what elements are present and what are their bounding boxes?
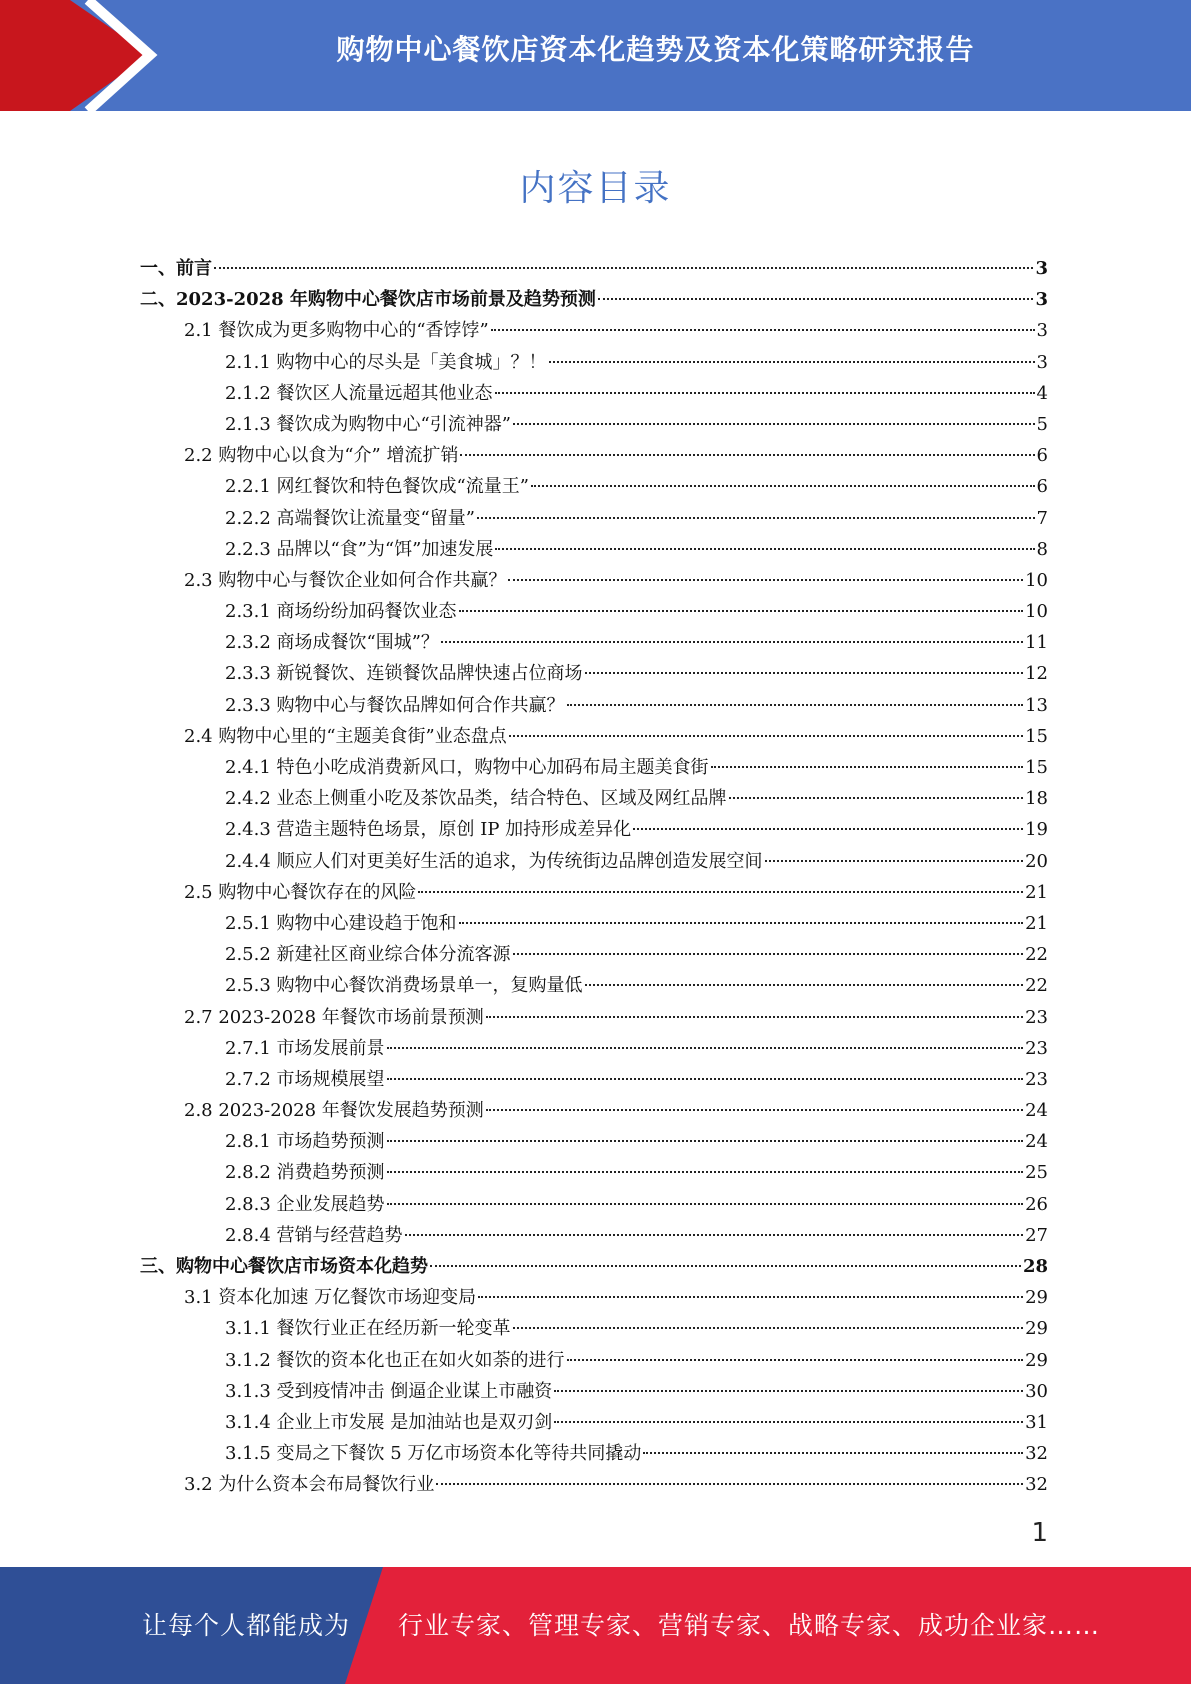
toc-entry-page: 8 bbox=[1036, 538, 1048, 560]
toc-entry[interactable] bbox=[140, 658, 1048, 689]
toc-entry-page: 31 bbox=[1025, 1411, 1048, 1433]
toc-entry[interactable] bbox=[140, 1220, 1048, 1251]
toc-entry[interactable] bbox=[140, 970, 1048, 1001]
toc-entry-label: 2.1.2 餐饮区人流量远超其他业态 bbox=[225, 382, 493, 404]
toc-entry[interactable] bbox=[140, 596, 1048, 627]
toc-entry-label: 2.5.3 购物中心餐饮消费场景单一，复购量低 bbox=[225, 975, 583, 997]
toc-entry[interactable] bbox=[140, 908, 1048, 939]
toc-entry[interactable] bbox=[140, 409, 1048, 440]
toc-entry-label: 2.4.4 顺应人们对更美好生活的追求，为传统街边品牌创造发展空间 bbox=[225, 850, 763, 872]
dot-leader bbox=[491, 329, 1035, 331]
toc-entry-page: 24 bbox=[1025, 1100, 1048, 1122]
toc-entry-page: 29 bbox=[1025, 1318, 1048, 1340]
dot-leader bbox=[430, 1265, 1021, 1267]
toc-entry-page: 10 bbox=[1025, 601, 1048, 623]
toc-entry[interactable] bbox=[140, 1095, 1048, 1126]
toc-entry[interactable] bbox=[140, 253, 1048, 284]
toc-entry-page: 22 bbox=[1025, 975, 1048, 997]
toc-entry[interactable] bbox=[140, 378, 1048, 409]
dot-leader bbox=[567, 1359, 1024, 1361]
dot-leader bbox=[509, 735, 1023, 737]
toc-entry[interactable] bbox=[140, 1313, 1048, 1344]
dot-leader bbox=[460, 454, 1034, 456]
toc-entry-page: 29 bbox=[1025, 1349, 1048, 1371]
toc-entry-page: 25 bbox=[1025, 1162, 1048, 1184]
footer-slogan-left: 让每个人都能成为 bbox=[142, 1611, 351, 1640]
dot-leader bbox=[633, 828, 1023, 830]
toc-entry[interactable] bbox=[140, 1157, 1048, 1188]
dot-leader bbox=[436, 1483, 1023, 1485]
toc-entry-label: 2.3 购物中心与餐饮企业如何合作共赢？ bbox=[184, 569, 507, 591]
toc-entry-label: 2.3.2 商场成餐饮“围城”？ bbox=[225, 632, 439, 654]
table-of-contents bbox=[140, 253, 1048, 1501]
toc-entry[interactable] bbox=[140, 1469, 1048, 1500]
dot-leader bbox=[585, 672, 1024, 674]
toc-entry-label: 3.2 为什么资本会布局餐饮行业 bbox=[184, 1474, 435, 1496]
toc-entry[interactable] bbox=[140, 1282, 1048, 1313]
toc-entry-page: 32 bbox=[1025, 1443, 1048, 1465]
footer-slogan-right: 行业专家、管理专家、营销专家、战略专家、成功企业家…… bbox=[398, 1611, 1101, 1640]
toc-entry[interactable] bbox=[140, 783, 1048, 814]
toc-entry-page: 11 bbox=[1025, 632, 1048, 654]
toc-entry[interactable] bbox=[140, 1126, 1048, 1157]
toc-entry-page: 15 bbox=[1025, 725, 1048, 747]
toc-entry[interactable] bbox=[140, 721, 1048, 752]
toc-entry[interactable] bbox=[140, 1407, 1048, 1438]
toc-entry[interactable] bbox=[140, 503, 1048, 534]
toc-entry-label: 2.8.1 市场趋势预测 bbox=[225, 1131, 385, 1153]
toc-entry-label: 2.5.1 购物中心建设趋于饱和 bbox=[225, 912, 457, 934]
toc-entry-label: 2.3.3 购物中心与餐饮品牌如何合作共赢？ bbox=[225, 694, 565, 716]
toc-entry-label: 3.1.3 受到疫情冲击 倒逼企业谋上市融资 bbox=[225, 1380, 553, 1402]
toc-entry[interactable] bbox=[140, 877, 1048, 908]
toc-entry-label: 2.5.2 新建社区商业综合体分流客源 bbox=[225, 944, 511, 966]
dot-leader bbox=[387, 1203, 1024, 1205]
toc-entry-label: 3.1.5 变局之下餐饮 5 万亿市场资本化等待共同撬动 bbox=[225, 1443, 642, 1465]
toc-entry-page: 20 bbox=[1025, 850, 1048, 872]
dot-leader bbox=[513, 953, 1024, 955]
dot-leader bbox=[765, 860, 1024, 862]
toc-entry-page: 3 bbox=[1035, 289, 1048, 311]
toc-entry[interactable] bbox=[140, 1002, 1048, 1033]
toc-entry-label: 2.4.1 特色小吃成消费新风口，购物中心加码布局主题美食街 bbox=[225, 757, 709, 778]
toc-entry-page: 21 bbox=[1025, 912, 1048, 934]
dot-leader bbox=[477, 517, 1035, 519]
toc-entry[interactable] bbox=[140, 627, 1048, 658]
toc-entry-page: 27 bbox=[1025, 1224, 1048, 1246]
dot-leader bbox=[478, 1296, 1023, 1298]
dot-leader bbox=[486, 1109, 1023, 1111]
dot-leader bbox=[513, 423, 1035, 425]
dot-leader bbox=[387, 1171, 1024, 1173]
dot-leader bbox=[387, 1047, 1024, 1049]
dot-leader bbox=[567, 704, 1024, 706]
dot-leader bbox=[513, 1327, 1024, 1329]
toc-entry-label: 2.3.1 商场纷纷加码餐饮业态 bbox=[225, 601, 457, 623]
toc-entry-page: 18 bbox=[1025, 788, 1048, 810]
toc-entry[interactable] bbox=[140, 1376, 1048, 1407]
toc-entry-page: 10 bbox=[1025, 569, 1048, 591]
toc-entry-page: 23 bbox=[1025, 1068, 1048, 1090]
toc-entry[interactable] bbox=[140, 1345, 1048, 1376]
toc-entry[interactable] bbox=[140, 1033, 1048, 1064]
toc-entry-label: 2.2 购物中心以食为“介” 增流扩销 bbox=[184, 445, 459, 467]
toc-entry-label: 2.1.3 餐饮成为购物中心“引流神器” bbox=[225, 413, 511, 435]
toc-entry[interactable] bbox=[140, 471, 1048, 502]
toc-entry-page: 23 bbox=[1025, 1037, 1048, 1059]
dot-leader bbox=[387, 1140, 1024, 1142]
dot-leader bbox=[387, 1078, 1024, 1080]
toc-entry-page: 22 bbox=[1025, 944, 1048, 966]
toc-entry-label: 2.2.3 品牌以“食”为“饵”加速发展 bbox=[225, 538, 494, 560]
toc-entry[interactable] bbox=[140, 1438, 1048, 1469]
toc-entry-page: 6 bbox=[1036, 476, 1048, 498]
toc-entry-label: 2.7.1 市场发展前景 bbox=[225, 1037, 385, 1059]
dot-leader bbox=[495, 548, 1034, 550]
dot-leader bbox=[711, 766, 1024, 768]
toc-entry-label: 2.8.2 消费趋势预测 bbox=[225, 1162, 385, 1184]
page-number: 1 bbox=[1031, 1518, 1048, 1548]
toc-heading: 内容目录 bbox=[519, 168, 672, 209]
dot-leader bbox=[549, 361, 1035, 363]
toc-entry-label: 3.1.1 餐饮行业正在经历新一轮变革 bbox=[225, 1318, 511, 1340]
toc-entry-label: 2.1.1 购物中心的尽头是「美食城」？！ bbox=[225, 351, 547, 373]
report-title: 购物中心餐饮店资本化趋势及资本化策略研究报告 bbox=[336, 33, 975, 66]
toc-entry[interactable] bbox=[140, 752, 1048, 783]
toc-entry-label: 2.2.1 网红餐饮和特色餐饮成“流量王” bbox=[225, 476, 529, 498]
toc-entry-page: 30 bbox=[1025, 1380, 1048, 1402]
dot-leader bbox=[643, 1452, 1023, 1454]
toc-entry-label: 2.2.2 高端餐饮让流量变“留量” bbox=[225, 507, 475, 529]
toc-entry-label: 2.1 餐饮成为更多购物中心的“香饽饽” bbox=[184, 320, 489, 342]
toc-entry[interactable] bbox=[140, 315, 1048, 346]
toc-entry-page: 21 bbox=[1025, 881, 1048, 903]
dot-leader bbox=[531, 485, 1035, 487]
dot-leader bbox=[495, 392, 1035, 394]
toc-entry-page: 3 bbox=[1035, 258, 1048, 279]
footer-band bbox=[0, 1567, 1191, 1684]
dot-leader bbox=[405, 1234, 1024, 1236]
toc-entry-page: 29 bbox=[1025, 1287, 1048, 1309]
toc-entry-label: 二、2023-2028 年购物中心餐饮店市场前景及趋势预测 bbox=[140, 289, 596, 311]
red-arrow-decoration bbox=[0, 0, 160, 111]
toc-entry[interactable] bbox=[140, 846, 1048, 877]
dot-leader bbox=[508, 579, 1023, 581]
toc-entry-page: 4 bbox=[1036, 382, 1048, 404]
toc-entry-page: 5 bbox=[1036, 413, 1048, 435]
toc-entry-label: 2.5 购物中心餐饮存在的风险 bbox=[184, 881, 417, 903]
dot-leader bbox=[441, 641, 1023, 643]
toc-entry-page: 3 bbox=[1036, 320, 1048, 342]
dot-leader bbox=[554, 1421, 1023, 1423]
toc-entry[interactable] bbox=[140, 690, 1048, 721]
toc-entry-page: 24 bbox=[1025, 1131, 1048, 1153]
toc-entry-page: 26 bbox=[1025, 1193, 1048, 1215]
toc-entry-page: 19 bbox=[1025, 819, 1048, 841]
toc-entry-label: 2.3.3 新锐餐饮、连锁餐饮品牌快速占位商场 bbox=[225, 663, 583, 685]
toc-entry-label: 一、前言 bbox=[140, 258, 212, 279]
toc-entry[interactable] bbox=[140, 1064, 1048, 1095]
dot-leader bbox=[214, 267, 1033, 269]
toc-entry[interactable] bbox=[140, 440, 1048, 471]
toc-entry-label: 2.8.3 企业发展趋势 bbox=[225, 1193, 385, 1215]
dot-leader bbox=[585, 984, 1024, 986]
dot-leader bbox=[486, 1016, 1023, 1018]
toc-entry-page: 32 bbox=[1025, 1474, 1048, 1496]
toc-entry-label: 3.1 资本化加速 万亿餐饮市场迎变局 bbox=[184, 1287, 477, 1309]
toc-entry-label: 2.4.3 营造主题特色场景，原创 IP 加持形成差异化 bbox=[225, 819, 632, 841]
toc-entry[interactable] bbox=[140, 814, 1048, 845]
dot-leader bbox=[459, 610, 1024, 612]
toc-entry-label: 2.4 购物中心里的“主题美食街”业态盘点 bbox=[184, 725, 507, 747]
dot-leader bbox=[418, 891, 1023, 893]
toc-entry-label: 2.4.2 业态上侧重小吃及茶饮品类，结合特色、区域及网红品牌 bbox=[225, 788, 727, 810]
toc-entry-label: 2.7 2023-2028 年餐饮市场前景预测 bbox=[184, 1006, 484, 1028]
toc-entry-page: 15 bbox=[1025, 757, 1048, 778]
toc-entry-label: 3.1.2 餐饮的资本化也正在如火如荼的进行 bbox=[225, 1349, 565, 1371]
toc-entry-label: 2.7.2 市场规模展望 bbox=[225, 1068, 385, 1090]
dot-leader bbox=[459, 922, 1024, 924]
dot-leader bbox=[598, 298, 1034, 300]
toc-entry-label: 三、购物中心餐饮店市场资本化趋势 bbox=[140, 1256, 428, 1277]
dot-leader bbox=[554, 1390, 1023, 1392]
toc-entry[interactable] bbox=[140, 1251, 1048, 1282]
header-band bbox=[0, 0, 1191, 111]
toc-entry-page: 13 bbox=[1025, 694, 1048, 716]
toc-entry-page: 7 bbox=[1036, 507, 1048, 529]
dot-leader bbox=[729, 797, 1024, 799]
toc-entry-label: 3.1.4 企业上市发展 是加油站也是双刃剑 bbox=[225, 1411, 553, 1433]
toc-entry[interactable] bbox=[140, 1189, 1048, 1220]
toc-entry-page: 12 bbox=[1025, 663, 1048, 685]
toc-entry-page: 28 bbox=[1022, 1256, 1048, 1277]
toc-entry[interactable] bbox=[140, 347, 1048, 378]
toc-entry-page: 3 bbox=[1036, 351, 1048, 373]
toc-entry-label: 2.8.4 营销与经营趋势 bbox=[225, 1224, 403, 1246]
toc-entry[interactable] bbox=[140, 284, 1048, 315]
toc-entry[interactable] bbox=[140, 534, 1048, 565]
toc-entry-page: 6 bbox=[1036, 445, 1048, 467]
toc-entry-page: 23 bbox=[1025, 1006, 1048, 1028]
toc-entry[interactable] bbox=[140, 939, 1048, 970]
toc-entry-label: 2.8 2023-2028 年餐饮发展趋势预测 bbox=[184, 1100, 484, 1122]
toc-entry[interactable] bbox=[140, 565, 1048, 596]
